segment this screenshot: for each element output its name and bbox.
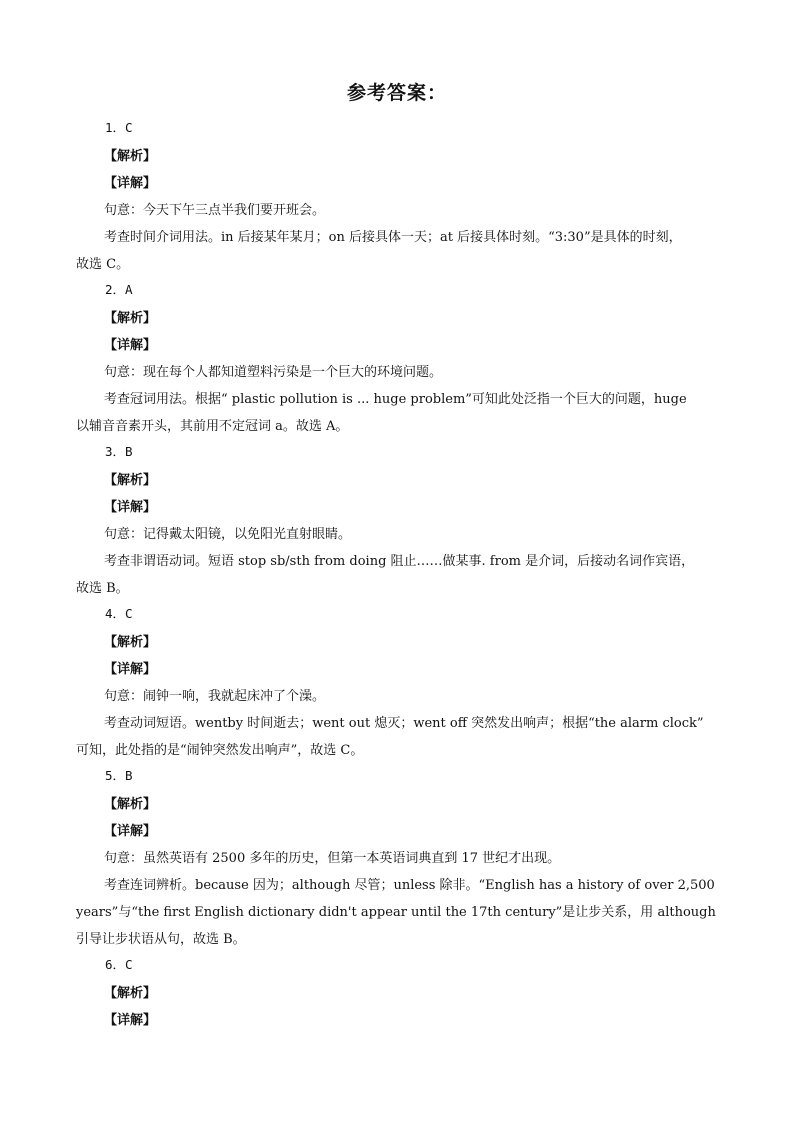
sentence-meaning: 句意：闹钟一响，我就起床冲了个澡。 bbox=[104, 689, 326, 704]
answer-item-3 bbox=[76, 440, 722, 602]
analysis-label: 【解析】 bbox=[104, 473, 157, 488]
detail-label: 【详解】 bbox=[104, 1013, 157, 1028]
answer-item-5 bbox=[76, 764, 722, 953]
explanation-line: years”与“the first English dictionary didn't appear until the 17th century”是让步关系，用 although bbox=[76, 905, 716, 920]
answer-item-4 bbox=[76, 602, 722, 764]
explanation-line: 以辅音音素开头，其前用不定冠词 a。故选 A。 bbox=[76, 419, 349, 434]
answer-number: 6．C bbox=[105, 957, 133, 972]
answer-item-1 bbox=[76, 116, 722, 278]
answer-item-2 bbox=[76, 278, 722, 440]
sentence-meaning: 句意：今天下午三点半我们要开班会。 bbox=[104, 203, 326, 218]
answer-number: 1．C bbox=[105, 120, 133, 135]
answer-list bbox=[76, 116, 722, 1034]
sentence-meaning: 句意：虽然英语有 2500 多年的历史，但第一本英语词典直到 17 世纪才出现。 bbox=[104, 851, 561, 866]
explanation-line: 考查连词辨析。because 因为；although 尽管；unless 除非。“English has a history of over 2,500 bbox=[104, 878, 715, 893]
answer-item-6 bbox=[104, 953, 722, 1034]
explanation-line: 考查冠词用法。根据“ plastic pollution is ... huge problem”可知此处泛指一个巨大的问题，huge bbox=[104, 392, 687, 407]
analysis-label: 【解析】 bbox=[104, 797, 157, 812]
explanation-line: 故选 B。 bbox=[76, 581, 129, 596]
analysis-label: 【解析】 bbox=[104, 635, 157, 650]
explanation-line: 可知，此处指的是“闹钟突然发出响声”，故选 C。 bbox=[76, 743, 364, 758]
explanation-line: 故选 C。 bbox=[76, 257, 130, 272]
answer-number: 5．B bbox=[105, 768, 133, 783]
explanation-line: 考查时间介词用法。in 后接某年某月；on 后接具体一天；at 后接具体时刻。“3:30”是具体的时刻， bbox=[104, 230, 682, 245]
detail-label: 【详解】 bbox=[104, 662, 157, 677]
explanation-line: 考查动词短语。wentby 时间逝去；went out 熄灭；went off 突然发出响声；根据“the alarm clock” bbox=[104, 716, 704, 731]
detail-label: 【详解】 bbox=[104, 824, 157, 839]
detail-label: 【详解】 bbox=[104, 338, 157, 353]
answer-number: 4．C bbox=[105, 606, 133, 621]
explanation-line: 引导让步状语从句，故选 B。 bbox=[76, 932, 246, 947]
answer-number: 2．A bbox=[105, 282, 133, 297]
detail-label: 【详解】 bbox=[104, 176, 157, 191]
sentence-meaning: 句意：现在每个人都知道塑料污染是一个巨大的环境问题。 bbox=[104, 365, 443, 380]
explanation-line: 考查非谓语动词。短语 stop sb/sth from doing 阻止……做某事. from 是介词，后接动名词作宾语， bbox=[104, 554, 695, 569]
analysis-label: 【解析】 bbox=[104, 311, 157, 326]
detail-label: 【详解】 bbox=[104, 500, 157, 515]
analysis-label: 【解析】 bbox=[104, 149, 157, 164]
answer-number: 3．B bbox=[105, 444, 133, 459]
analysis-label: 【解析】 bbox=[104, 986, 157, 1001]
sentence-meaning: 句意：记得戴太阳镜，以免阳光直射眼睛。 bbox=[104, 527, 352, 542]
page-title: 参考答案： bbox=[346, 82, 447, 104]
